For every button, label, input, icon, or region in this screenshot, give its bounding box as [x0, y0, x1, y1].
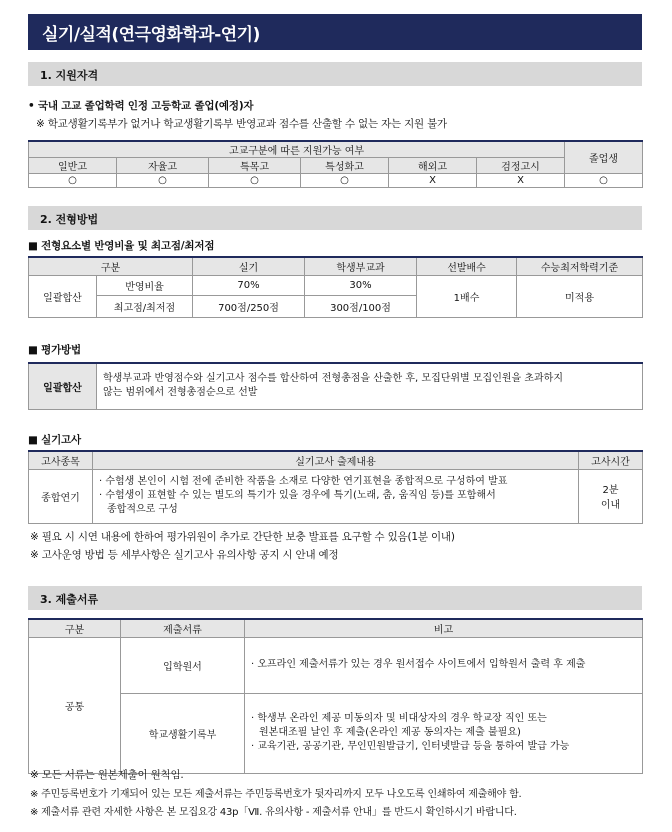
eligibility-value: X	[389, 174, 477, 188]
eligibility-value: ○	[301, 174, 389, 188]
score-record: 300점/100점	[305, 295, 417, 317]
school-type-header: 자율고	[117, 158, 209, 174]
ratio-subheading: ■ 전형요소별 반영비율 및 최고점/최저점	[28, 240, 215, 252]
exam-subheading: ■ 실기고사	[28, 434, 81, 446]
page-title: 실기/실적(연극영화학과-연기)	[28, 14, 642, 50]
evaluation-line: 학생부교과 반영점수와 실기고사 점수를 합산하여 전형총점을 산출한 후, 모집단위별 모집인원을 초과하지	[103, 373, 564, 385]
school-type-group-header: 고교구분에 따른 지원가능 여부	[29, 141, 565, 158]
exam-table	[28, 450, 643, 524]
evaluation-table	[28, 362, 643, 410]
documents-note: ※ 주민등록번호가 기재되어 있는 모든 제출서류는 주민등록번호가 뒷자리까지 모두 나오도록 인쇄하여 제출해야 함.	[30, 789, 522, 800]
documents-group: 공통	[29, 637, 121, 773]
document-name: 학교생활기록부	[121, 693, 245, 773]
exam-time	[579, 469, 643, 523]
ratio-practical: 70%	[193, 275, 305, 295]
exam-content-line: · 수험생 본인이 시험 전에 준비한 작품을 소재로 다양한 연기표현을 종합적으로 구성하여 발표	[99, 476, 508, 487]
section-header-eligibility: 1. 지원자격	[28, 62, 642, 86]
eligibility-value: ○	[29, 174, 117, 188]
exam-time-line: 이내	[600, 500, 621, 511]
exam-header-content: 실기고사 출제내용	[93, 451, 579, 469]
documents-note: ※ 제출서류 관련 자세한 사항은 본 모집요강 43p「Ⅶ. 유의사항 - 제출서류 안내」를 반드시 확인하시기 바랍니다.	[30, 807, 517, 818]
ratio-multiple: 1배수	[417, 275, 517, 317]
ratio-group: 일괄합산	[29, 275, 97, 317]
documents-table	[28, 618, 643, 774]
graduate-header: 졸업생	[565, 141, 643, 174]
document-remark-line: 원본대조필 날인 후 제출(온라인 제공 동의자는 제출 불필요)	[259, 727, 521, 738]
eligibility-value: ○	[209, 174, 301, 188]
school-type-table	[28, 140, 643, 188]
document-remark-line: · 교육기관, 공공기관, 무인민원발급기, 인터넷발급 등을 통하여 발급 가능	[251, 741, 570, 752]
school-type-header: 일반고	[29, 158, 117, 174]
ratio-header-csat: 수능최저학력기준	[517, 257, 643, 275]
documents-note: ※ 모든 서류는 원본제출이 원칙임.	[30, 769, 184, 781]
eligibility-value: X	[477, 174, 565, 188]
graduate-value: ○	[565, 174, 643, 188]
exam-note: ※ 고사운영 방법 등 세부사항은 실기고사 유의사항 공지 시 안내 예정	[30, 549, 339, 561]
exam-header-type: 고사종목	[29, 451, 93, 469]
ratio-row-label: 반영비율	[97, 275, 193, 295]
ratio-record: 30%	[305, 275, 417, 295]
school-type-header: 특성화고	[301, 158, 389, 174]
section-header-selection: 2. 전형방법	[28, 206, 642, 230]
ratio-header-multiple: 선발배수	[417, 257, 517, 275]
documents-header-remark: 비고	[245, 619, 643, 637]
exam-type: 종합연기	[29, 469, 93, 523]
school-type-header: 특목고	[209, 158, 301, 174]
exam-content-line: · 수험생이 표현할 수 있는 별도의 특기가 있을 경우에 특기(노래, 춤, 움직임 등)를 포함해서	[99, 490, 496, 501]
exam-note: ※ 필요 시 시연 내용에 한하여 평가위원이 추가로 간단한 보충 발표를 요구할 수 있음(1분 이내)	[30, 531, 455, 543]
evaluation-label: 일괄합산	[29, 363, 97, 409]
exam-content-line: 종합적으로 구성	[107, 504, 178, 515]
ratio-csat: 미적용	[517, 275, 643, 317]
eligibility-note: ※ 학교생활기록부가 없거나 학교생활기록부 반영교과 점수를 산출할 수 없는 자는 지원 불가	[36, 118, 448, 130]
document-remark: · 오프라인 제출서류가 있는 경우 원서접수 사이트에서 입학원서 출력 후 제출	[245, 637, 643, 693]
document-remark-line: · 학생부 온라인 제공 미동의자 및 비대상자의 경우 학교장 직인 또는	[251, 713, 547, 724]
ratio-table	[28, 256, 643, 318]
exam-time-line: 2분	[602, 485, 619, 496]
evaluation-text	[97, 363, 643, 409]
documents-header-doc: 제출서류	[121, 619, 245, 637]
section-header-documents: 3. 제출서류	[28, 586, 642, 610]
ratio-header-practical: 실기	[193, 257, 305, 275]
ratio-header-div: 구분	[29, 257, 193, 275]
score-row-label: 최고점/최저점	[97, 295, 193, 317]
score-practical: 700점/250점	[193, 295, 305, 317]
exam-header-time: 고사시간	[579, 451, 643, 469]
eligibility-bullet: • 국내 고교 졸업학력 인정 고등학교 졸업(예정)자	[28, 100, 254, 112]
exam-content	[93, 469, 579, 523]
school-type-header: 해외고	[389, 158, 477, 174]
evaluation-line: 않는 범위에서 전형총점순으로 선발	[103, 387, 258, 399]
documents-header-div: 구분	[29, 619, 121, 637]
document-remark	[245, 693, 643, 773]
document-name: 입학원서	[121, 637, 245, 693]
ratio-header-record: 학생부교과	[305, 257, 417, 275]
eligibility-value: ○	[117, 174, 209, 188]
evaluation-subheading: ■ 평가방법	[28, 344, 81, 356]
school-type-header: 검정고시	[477, 158, 565, 174]
